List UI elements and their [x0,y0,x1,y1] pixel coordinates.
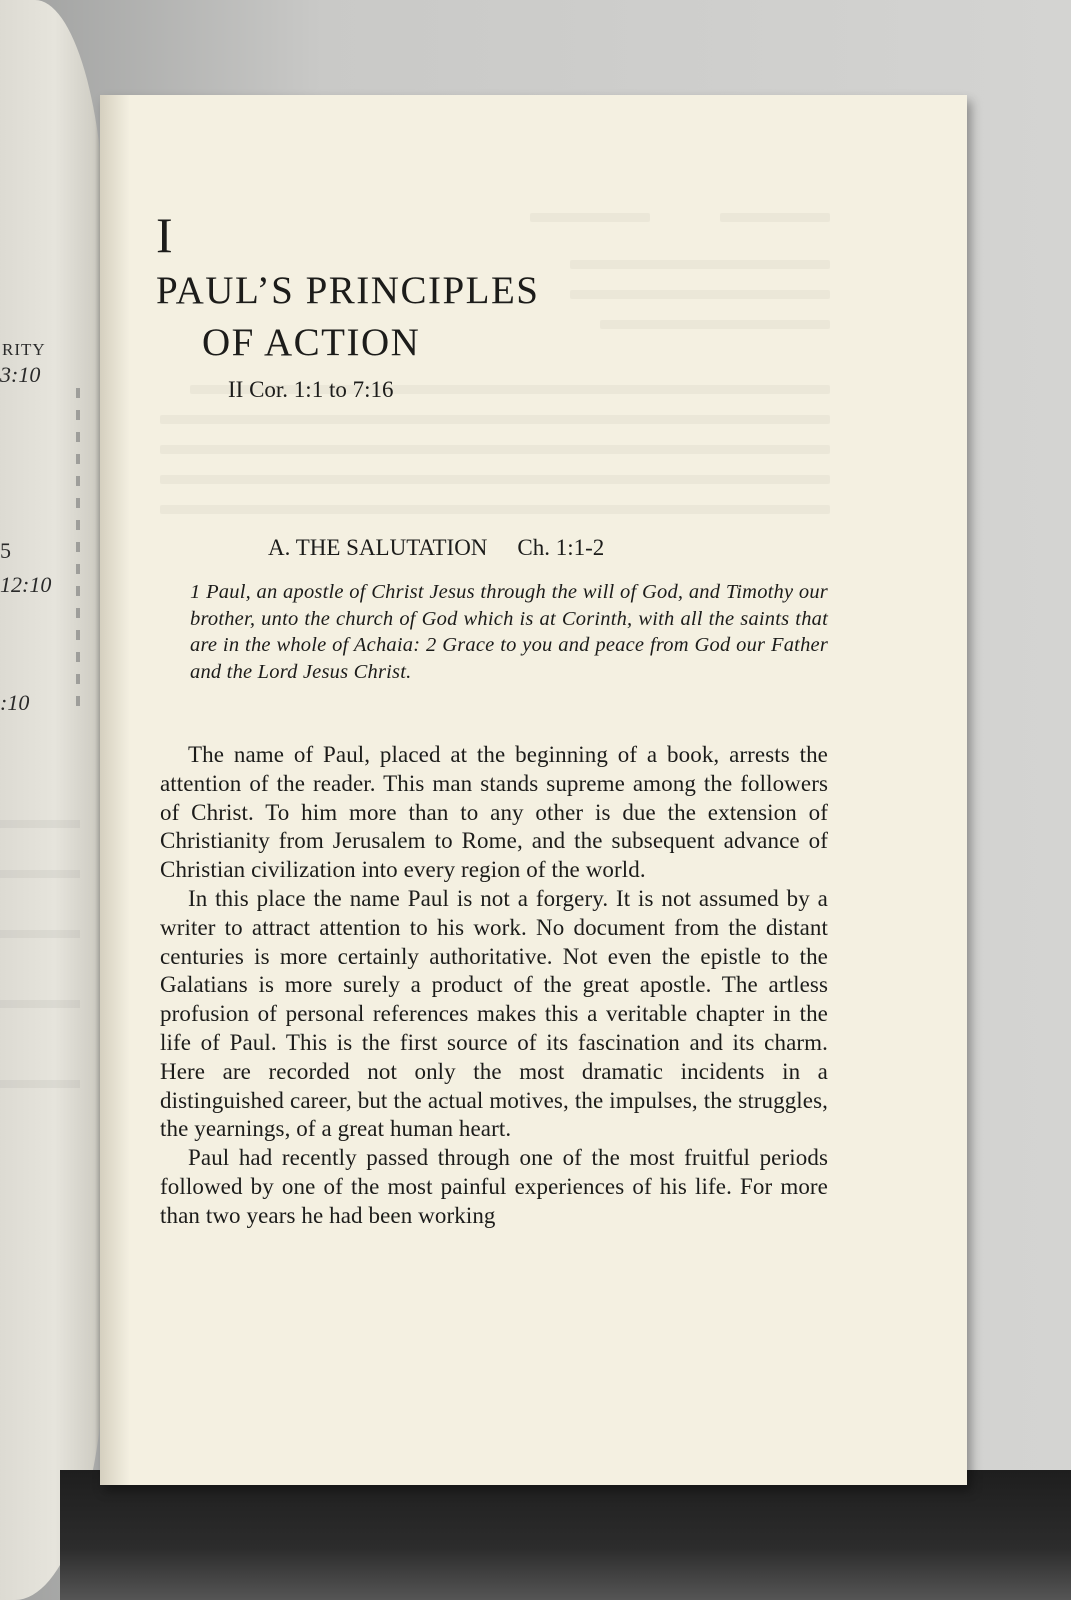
left-page-fragment: 5 [0,538,11,563]
chapter-title [156,265,540,369]
book-shadow [60,1470,1071,1600]
section-heading [268,533,604,563]
show-through [570,260,830,269]
scripture-passage: 1 Paul, an apostle of Christ Jesus through the will of God, and Timothy our brother, unto the church of God which is at Corinth, with all the saints that are in the whole of Achaia: 2 Grace to you and peace from God our Father and the Lord Jesus Christ. [190,581,828,683]
left-page-fragment: RITY [2,340,46,359]
faint-text [0,930,80,938]
paragraph: The name of Paul, placed at the beginning of a book, arrests the attention of the reader. This man stands supreme among the followers of Christ. To him more than to any other is due the extension of Christianity from Jerusalem to Rome, and the subsequent advance of Christian civilization into every region of the world. [160,742,828,883]
paragraph: In this place the name Paul is not a forgery. It is not assumed by a writer to attract attention to his work. No document from the distant centuries is more certainly authoritative. Not even the epistle to the Galatians is more surely a product of the great apostle. The artless profusion of personal references makes this a veritable chapter in the life of Paul. This is the first source of its fascination and its charm. Here are recorded not only the most dramatic incidents in a distinguished career, but the actual motives, the impulses, the struggles, the yearnings, of a great human heart. [160,885,828,1142]
previous-page [0,0,105,1600]
chapter-title-line-2: OF ACTION [202,321,421,364]
show-through [570,290,830,299]
chapter-reference: II Cor. 1:1 to 7:16 [228,377,394,402]
chapter-numeral: I [156,207,173,263]
show-through [160,415,830,424]
left-page-fragment: :10 [0,690,30,715]
faint-text [0,1000,80,1008]
page-edge-marks [76,388,80,718]
faint-text [0,870,80,878]
faint-text [0,1080,80,1088]
left-page-fragment: 12:10 [0,572,52,597]
paragraph: Paul had recently passed through one of the most fruitful periods followed by one of the most painful experiences of his life. For more than two years he had been working [160,1145,828,1228]
show-through [160,445,830,454]
left-page-fragment: 3:10 [0,362,41,387]
page-gutter [100,95,130,1485]
show-through [160,505,830,514]
show-through [600,320,830,329]
body-text [160,741,828,1231]
section-title: A. THE SALUTATION [268,535,488,560]
chapter-title-line-1: PAUL’S PRINCIPLES [156,269,540,312]
show-through [530,213,650,222]
show-through [720,213,830,222]
book-page [100,95,967,1485]
faint-text [0,820,80,828]
section-chapter-ref: Ch. 1:1-2 [517,535,605,560]
show-through [160,475,830,484]
